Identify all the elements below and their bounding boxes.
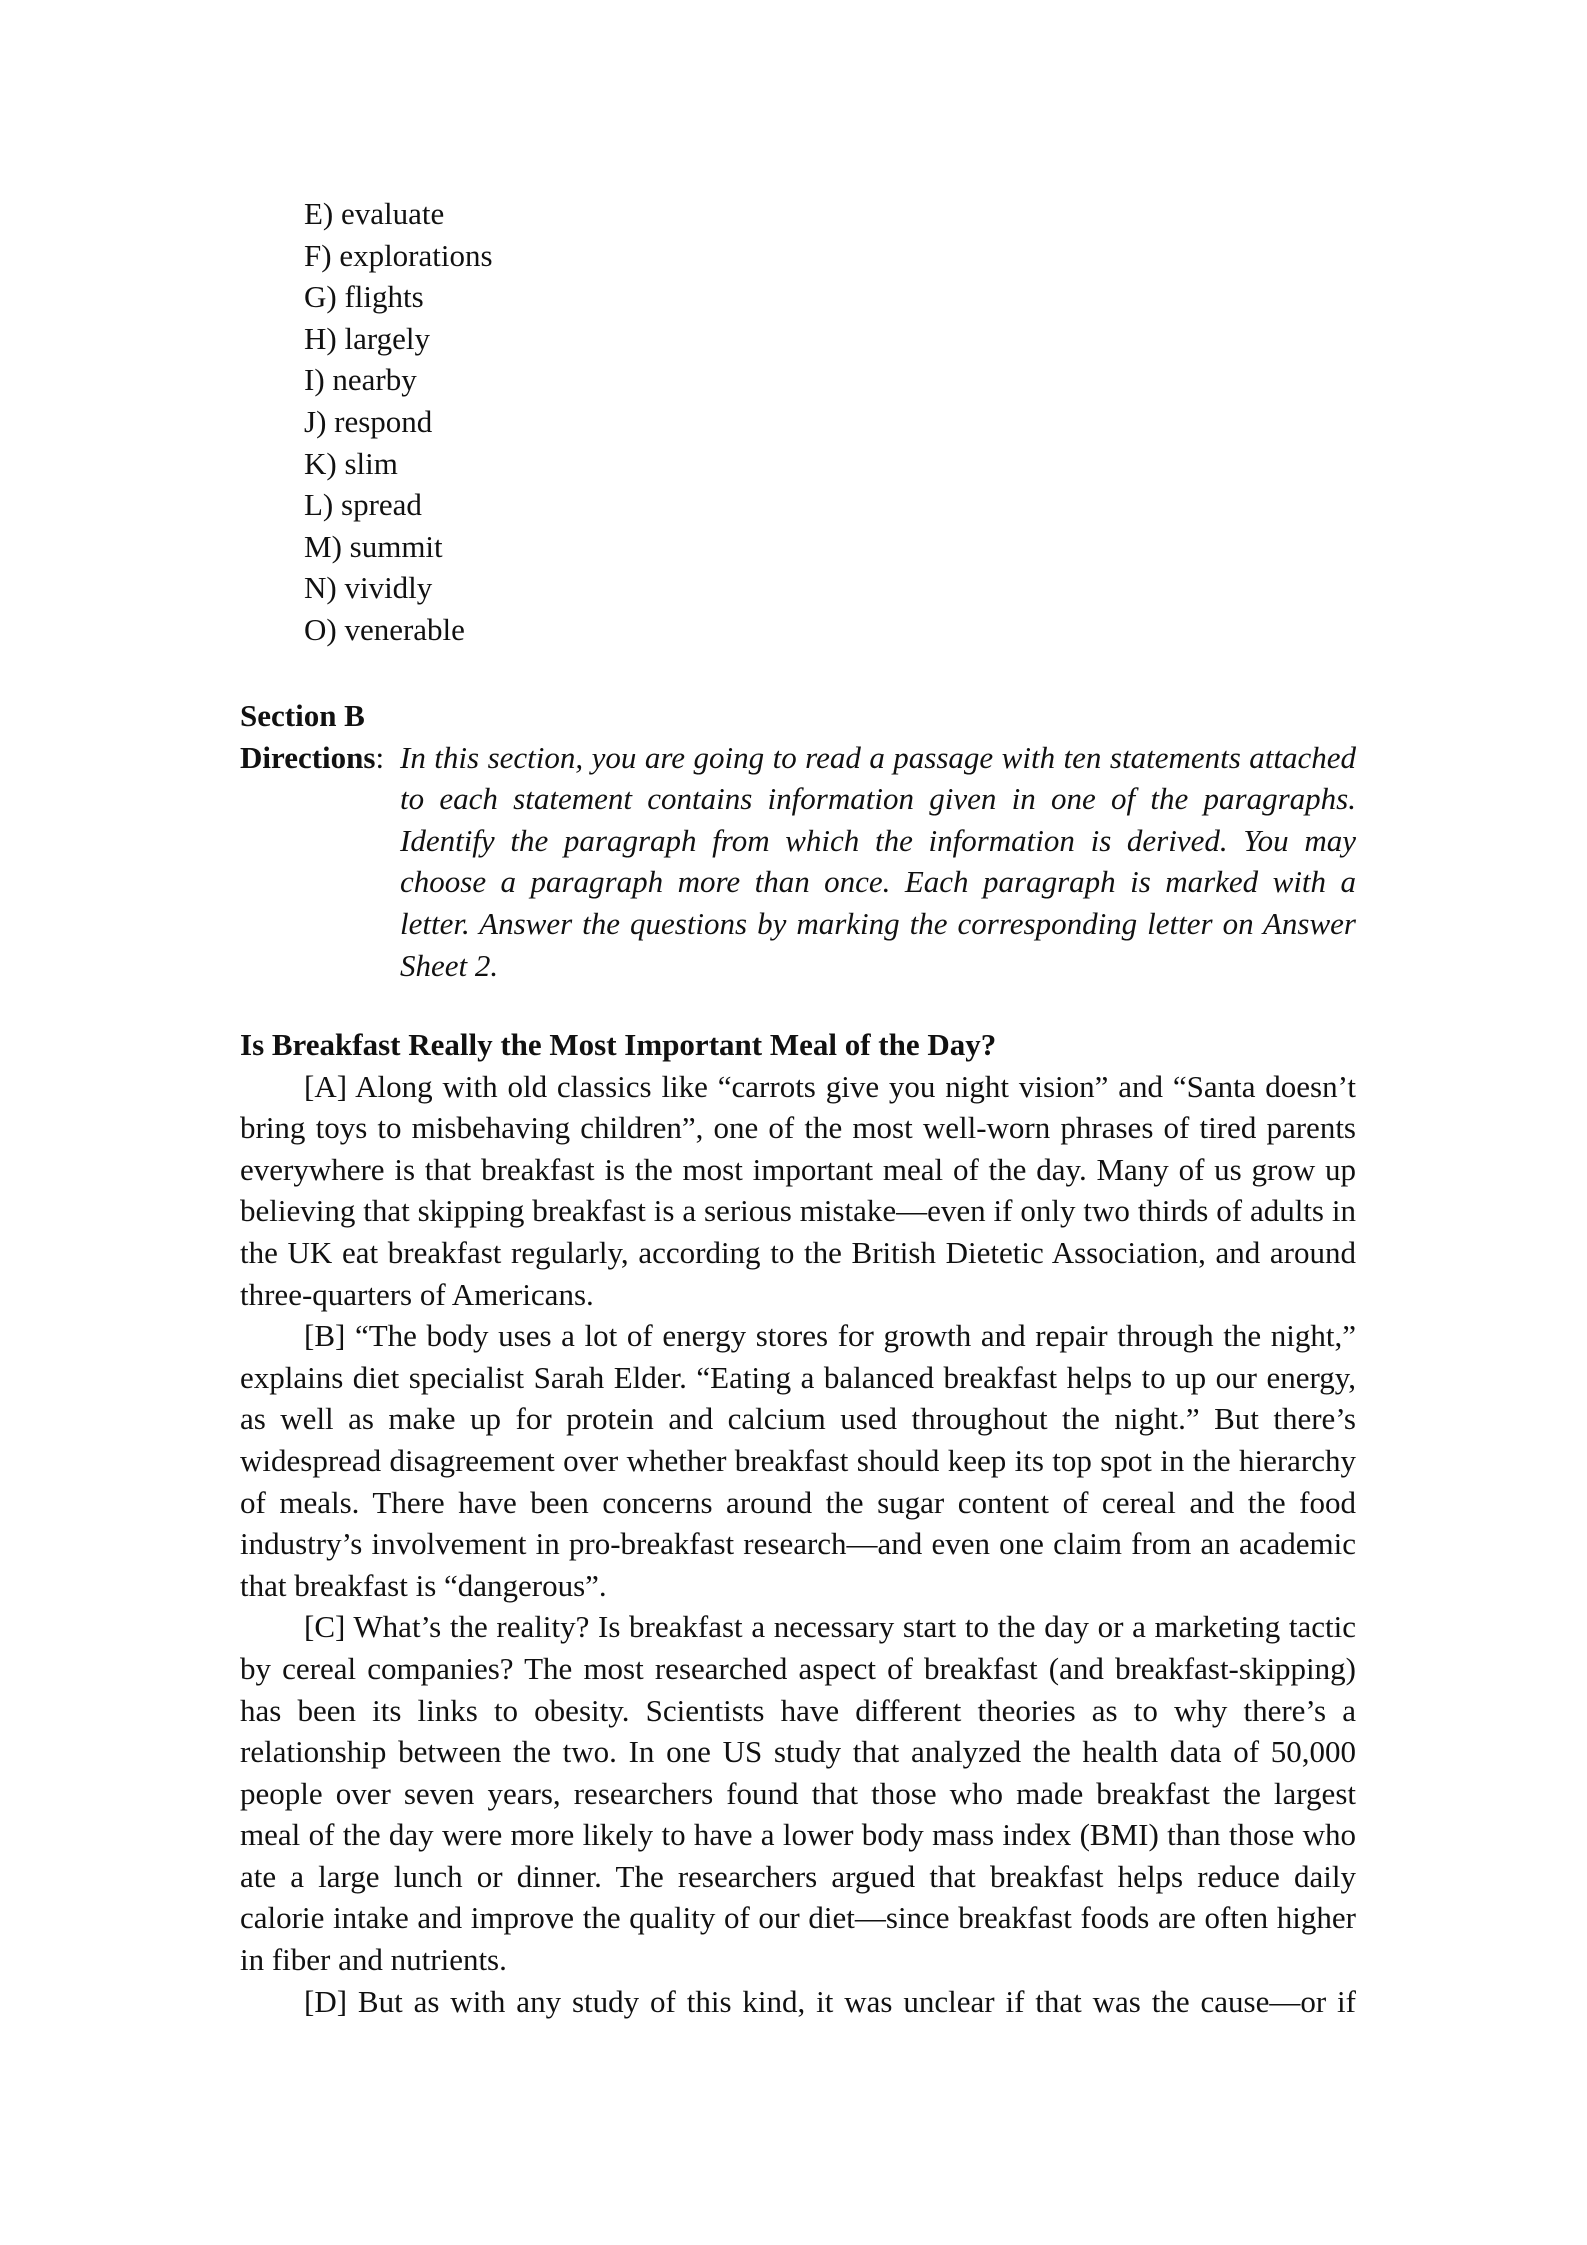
paragraph-c: [C] What’s the reality? Is breakfast a necessary start to the day or a marketing tactic by cereal companies? The most researched aspect of breakfast (and breakfast-skipping) has been its links to obesity. Scientists have different theories as to why there’s a relationship between the two. In one US study that analyzed the health data of 50,000 people over seven years, researchers found that those who made breakfast the largest meal of the day were more likely to have a lower body mass index (BMI) than those who ate a large lunch or dinner. The researchers argued that breakfast helps reduce daily calorie intake and improve the quality of our diet—since breakfast foods are often higher in fiber and nutrients.: [240, 1609, 1356, 1978]
word-option: L) spread: [304, 487, 422, 523]
passage-title: Is Breakfast Really the Most Important Meal of the Day?: [240, 1027, 997, 1062]
word-option: E) evaluate: [304, 196, 445, 231]
section-heading: Section B: [240, 698, 365, 733]
word-option: N) vividly: [304, 570, 433, 606]
directions: [240, 737, 1356, 987]
directions-colon: :: [375, 739, 385, 775]
passage: [240, 1024, 1356, 2022]
paragraph-d: [D] But as with any study of this kind, it was unclear if that was the cause—or if: [304, 1983, 1356, 2019]
section-b: [240, 695, 1356, 986]
word-option: J) respond: [304, 403, 433, 439]
word-option: F) explorations: [304, 237, 493, 273]
directions-text: In this section, you are going to read a passage with ten statements attached to each statement contains information given in one of the paragraphs. Identify the paragraph from which the information is derived. You may choose a paragraph more than once. Each paragraph is marked with a letter. Answer the questions by marking the corresponding letter on Answer Sheet 2.: [400, 739, 1356, 983]
word-option: M) summit: [304, 528, 443, 564]
word-options-list: [304, 193, 493, 651]
directions-label: [240, 737, 384, 779]
directions-label-text: Directions: [240, 739, 376, 775]
word-option: G) flights: [304, 279, 424, 315]
word-option: I) nearby: [304, 362, 417, 398]
word-option: H) largely: [304, 320, 430, 356]
paragraph-b: [B] “The body uses a lot of energy stores for growth and repair through the night,” explains diet specialist Sarah Elder. “Eating a balanced breakfast helps to up our energy, as well as make up for protein and calcium used throughout the night.” But there’s widespread disagreement over whether breakfast should keep its top spot in the hierarchy of meals. There have been concerns around the sugar content of cereal and the food industry’s involvement in pro-breakfast research—and even one claim from an academic that breakfast is “dangerous”.: [240, 1318, 1356, 1603]
word-option: O) venerable: [304, 611, 465, 647]
paragraph-a: [A] Along with old classics like “carrots give you night vision” and “Santa doesn’t bring toys to misbehaving children”, one of the most well-worn phrases of tired parents everywhere is that breakfast is the most important meal of the day. Many of us grow up believing that skipping breakfast is a serious mistake—even if only two thirds of adults in the UK eat breakfast regularly, according to the British Dietetic Association, and around three-quarters of Americans.: [240, 1068, 1356, 1312]
word-option: K) slim: [304, 445, 398, 481]
